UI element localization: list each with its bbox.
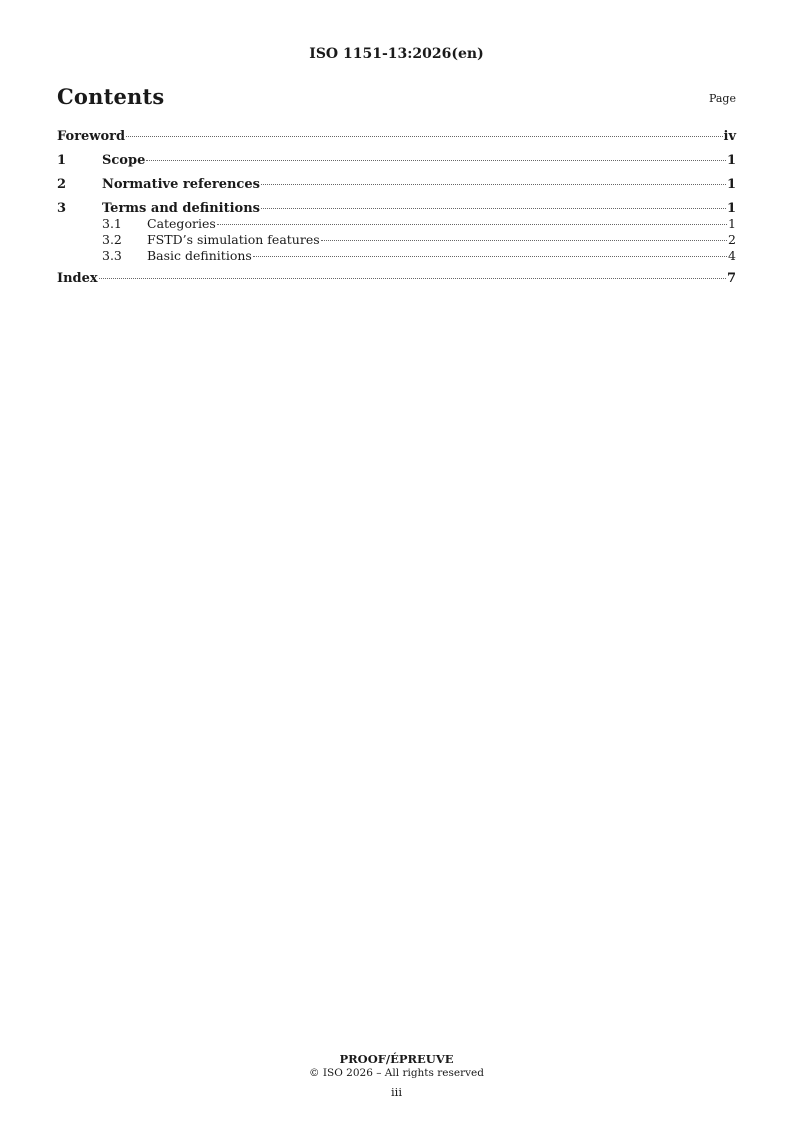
toc-entry-number: 2 — [57, 177, 67, 192]
toc-entry-title: Normative references — [102, 177, 260, 192]
toc-entry-scope[interactable] — [57, 153, 736, 173]
toc-subentry-title: FSTD’s simulation features — [147, 232, 320, 247]
dot-leader — [217, 224, 727, 225]
toc-entry-page: 1 — [726, 153, 736, 168]
table-of-contents — [57, 129, 736, 291]
toc-entry-normative-references[interactable] — [57, 177, 736, 197]
dot-leader — [99, 278, 726, 279]
toc-subentry-page: 4 — [728, 248, 736, 263]
document-id: ISO 1151-13:2026(en) — [309, 46, 484, 62]
toc-entry-page: 1 — [726, 177, 736, 192]
toc-entry-title: Terms and definitions — [102, 201, 260, 216]
toc-entry-title: Scope — [102, 153, 146, 168]
toc-entry-number: 1 — [57, 153, 67, 168]
toc-subentry-categories[interactable] — [57, 216, 736, 232]
dot-leader — [146, 160, 726, 161]
toc-subentry-page: 2 — [728, 232, 736, 247]
toc-subentry-title: Categories — [147, 216, 216, 231]
toc-subentry-simulation-features[interactable] — [57, 232, 736, 248]
dot-leader — [321, 240, 727, 241]
toc-entry-number: 3 — [57, 201, 67, 216]
toc-subentry-basic-definitions[interactable] — [57, 248, 736, 264]
dot-leader — [261, 184, 726, 185]
page-column-label: Page — [708, 92, 736, 105]
toc-entry-title: Foreword — [57, 129, 126, 144]
dot-leader — [126, 136, 722, 137]
dot-leader — [261, 208, 726, 209]
toc-subentry-number: 3.3 — [102, 248, 122, 263]
toc-entry-page: 7 — [726, 271, 736, 286]
toc-entry-terms-and-definitions[interactable] — [57, 201, 736, 216]
toc-entry-foreword[interactable] — [57, 129, 736, 149]
page-footer — [0, 1052, 793, 1099]
contents-heading: Contents — [57, 84, 165, 109]
toc-subentry-title: Basic definitions — [147, 248, 252, 263]
toc-entry-page: iv — [723, 129, 736, 144]
toc-subentry-page: 1 — [728, 216, 736, 231]
toc-entry-index[interactable] — [57, 271, 736, 291]
page-number: iii — [390, 1085, 403, 1099]
dot-leader — [253, 256, 727, 257]
copyright-notice: © ISO 2026 – All rights reserved — [309, 1067, 484, 1079]
toc-subentry-number: 3.1 — [102, 216, 122, 231]
toc-entry-title: Index — [57, 271, 98, 286]
proof-label: PROOF/ÉPREUVE — [339, 1052, 454, 1066]
toc-subentry-number: 3.2 — [102, 232, 122, 247]
toc-entry-page: 1 — [726, 201, 736, 216]
